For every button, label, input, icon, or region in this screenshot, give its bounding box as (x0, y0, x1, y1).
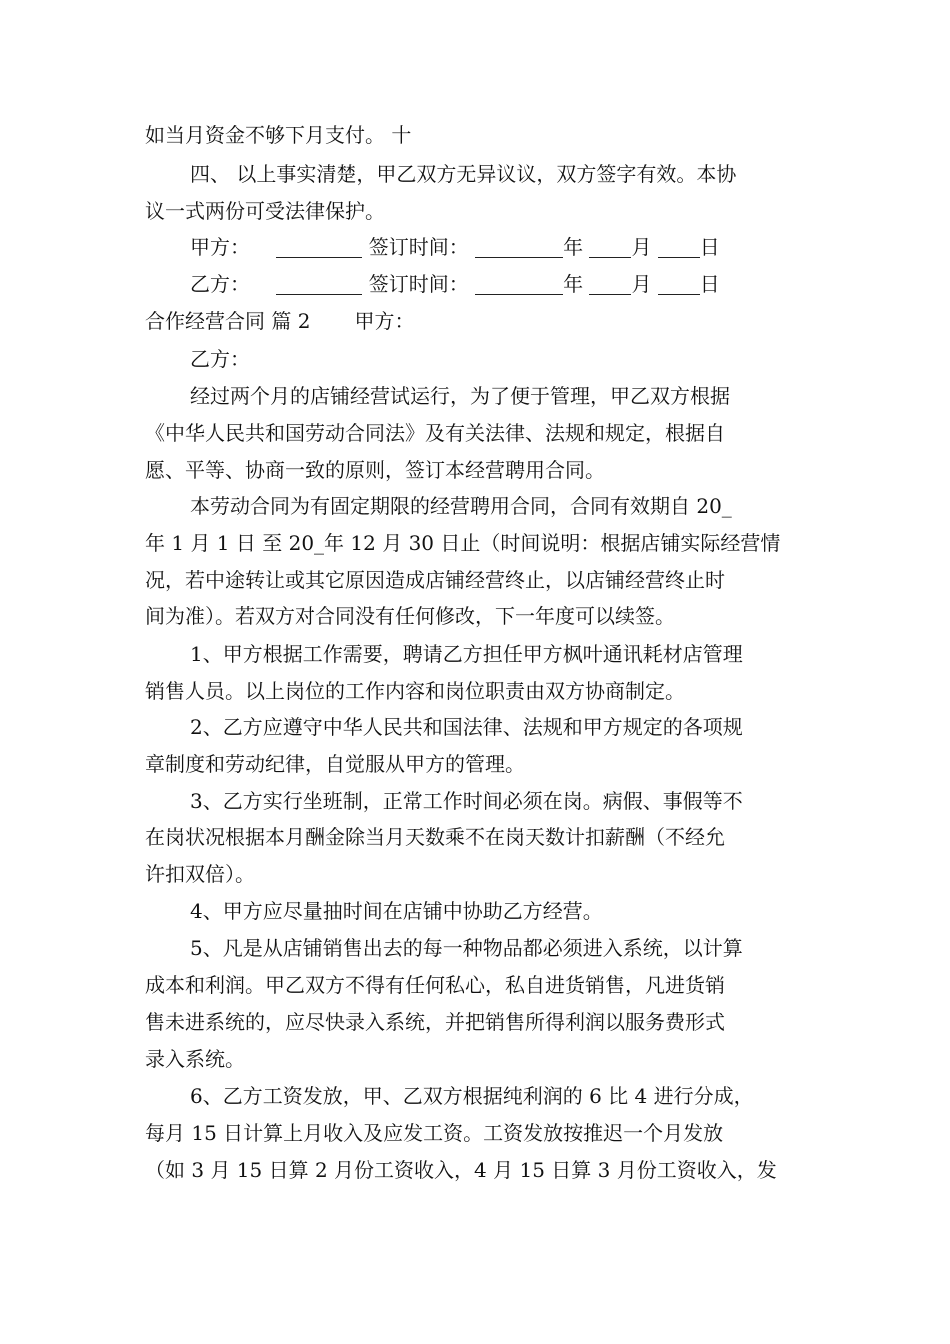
paragraph-line: 愿、平等、协商一致的原则，签订本经营聘用合同。 (145, 458, 605, 482)
paragraph-line: 录入系统。 (145, 1047, 245, 1071)
month-label: 月 (631, 272, 652, 296)
paragraph-line: （如 3 月 15 日算 2 月份工资收入，4 月 15 日算 3 月份工资收入，发 (145, 1158, 777, 1182)
paragraph-line: 乙方： (190, 347, 250, 371)
paragraph-line: 经过两个月的店铺经营试运行，为了便于管理，甲乙双方根据 (190, 384, 730, 408)
paragraph-line: 间为准）。若双方对合同没有任何修改，下一年度可以续签。 (145, 604, 675, 628)
party-a-blank (276, 237, 362, 258)
paragraph-line: 销售人员。以上岗位的工作内容和岗位职责由双方协商制定。 (145, 679, 685, 703)
year-label: 年 (563, 235, 584, 259)
paragraph-line: 成本和利润。甲乙双方不得有任何私心，私自进货销售，凡进货销 (145, 973, 725, 997)
paragraph-line: 《中华人民共和国劳动合同法》及有关法律、法规和规定，根据自 (145, 421, 725, 445)
paragraph-line: 如当月资金不够下月支付。 十 (145, 123, 412, 147)
sign-time-label: 签订时间： (368, 235, 469, 259)
party-b-label: 乙方： (190, 272, 250, 296)
paragraph-line: 售未进系统的，应尽快录入系统，并把销售所得利润以服务费形式 (145, 1010, 725, 1034)
heading-party-a: 甲方： (354, 309, 415, 333)
paragraph-line: 1、甲方根据工作需要，聘请乙方担任甲方枫叶通讯耗材店管理 (190, 642, 743, 666)
paragraph-line: 许扣双倍）。 (145, 862, 255, 886)
party-a-label: 甲方： (190, 235, 250, 259)
paragraph-line: 本劳动合同为有固定期限的经营聘用合同，合同有效期自 20_ (190, 494, 732, 518)
paragraph-line: 5、凡是从店铺销售出去的每一种物品都必须进入系统，以计算 (190, 936, 743, 960)
day-blank (658, 237, 700, 258)
paragraph-line: 议一式两份可受法律保护。 (145, 199, 385, 223)
month-blank (589, 237, 631, 258)
signature-line-party-b (190, 270, 870, 298)
paragraph-line: 4、甲方应尽量抽时间在店铺中协助乙方经营。 (190, 899, 603, 923)
day-label: 日 (699, 235, 720, 259)
month-label: 月 (631, 235, 652, 259)
paragraph-line: 2、乙方应遵守中华人民共和国法律、法规和甲方规定的各项规 (190, 715, 743, 739)
paragraph-line: 6、乙方工资发放，甲、乙双方根据纯利润的 6 比 4 进行分成， (190, 1084, 754, 1108)
paragraph-line: 每月 15 日计算上月收入及应发工资。工资发放按推迟一个月发放 (145, 1121, 724, 1145)
year-label: 年 (563, 272, 584, 296)
paragraph-line: 在岗状况根据本月酬金除当月天数乘不在岗天数计扣薪酬（不经允 (145, 825, 725, 849)
day-label: 日 (699, 272, 720, 296)
paragraph-line: 况，若中途转让或其它原因造成店铺经营终止，以店铺经营终止时 (145, 568, 725, 592)
section-title: 合作经营合同 篇 2 (145, 309, 311, 333)
paragraph-line: 四、 以上事实清楚，甲乙双方无异议议，双方签字有效。本协 (190, 162, 737, 186)
section-heading (145, 307, 825, 335)
sign-time-label: 签订时间： (368, 272, 469, 296)
day-blank (658, 274, 700, 295)
signature-line-party-a (190, 233, 870, 261)
year-blank (475, 237, 563, 258)
party-b-blank (276, 274, 362, 295)
paragraph-line: 章制度和劳动纪律，自觉服从甲方的管理。 (145, 752, 525, 776)
month-blank (589, 274, 631, 295)
paragraph-line: 年 1 月 1 日 至 20_年 12 月 30 日止（时间说明：根据店铺实际经营情 (145, 531, 781, 555)
paragraph-line: 3、乙方实行坐班制，正常工作时间必须在岗。病假、事假等不 (190, 789, 743, 813)
year-blank (475, 274, 563, 295)
